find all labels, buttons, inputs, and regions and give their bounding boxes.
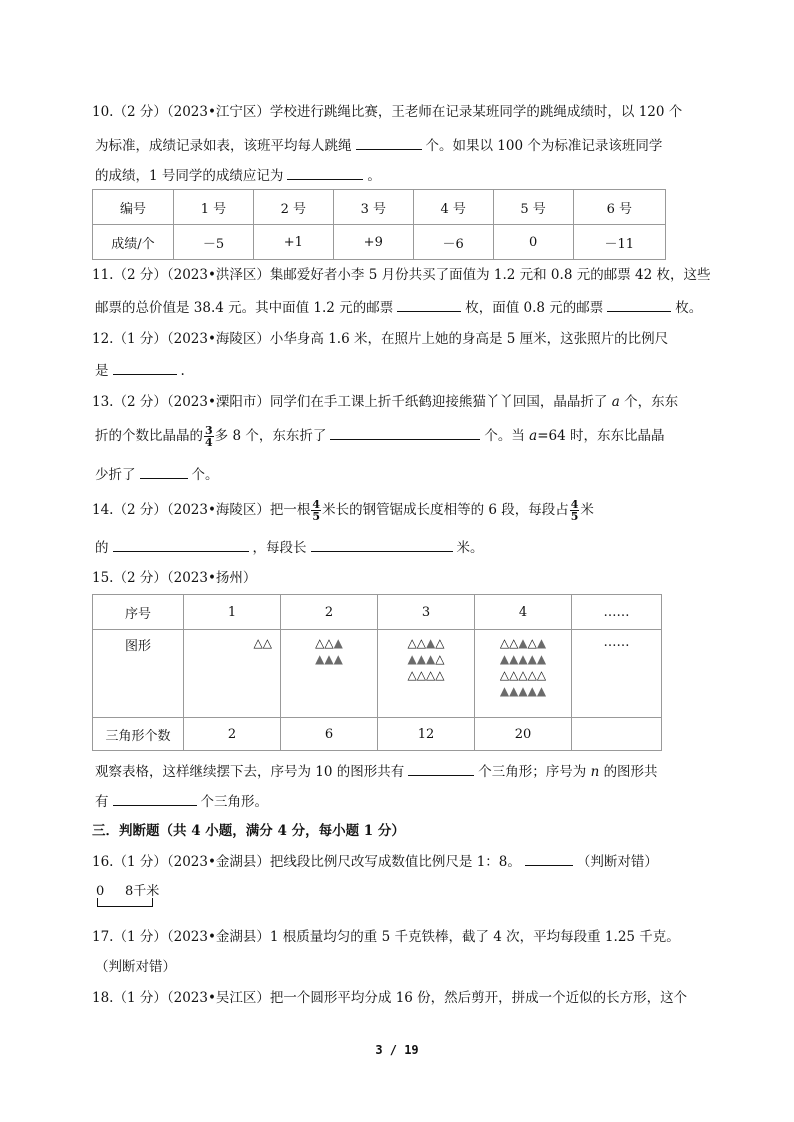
table-row bbox=[93, 225, 666, 260]
table-cell: 4 bbox=[475, 595, 572, 630]
triangle-outline-icon: △△ bbox=[407, 636, 426, 650]
q14-line1: 14.（2 分）（2023•海陵区）把一根 $\frac{4}{5}$ 米长的钢管锯成长度相等的 6 段，每段占 $\frac{4}{5}$ 米 bbox=[92, 498, 594, 523]
q16-blank[interactable] bbox=[525, 850, 573, 866]
q13-blank2[interactable] bbox=[140, 463, 188, 479]
table-cell: 3 bbox=[378, 595, 475, 630]
triangle-filled-icon: ▲▲▲ bbox=[315, 652, 343, 666]
figure-1 bbox=[184, 630, 281, 718]
table-cell: －6 bbox=[413, 225, 493, 260]
table-cell: 2 号 bbox=[253, 190, 333, 225]
table-cell: 0 bbox=[493, 225, 573, 260]
q15-line1: 15.（2 分）（2023•扬州） bbox=[92, 570, 257, 586]
table-cell: 1 bbox=[184, 595, 281, 630]
triangle-outline-icon: △△△△ bbox=[407, 668, 445, 682]
table-cell: 4 号 bbox=[413, 190, 493, 225]
q14-line2: 的 ，每段长 米。 bbox=[95, 536, 484, 558]
table-cell: 5 号 bbox=[493, 190, 573, 225]
triangle-outline-icon: △△ bbox=[315, 636, 334, 650]
q13-blank1[interactable] bbox=[330, 424, 480, 440]
q10-line2: 为标准，成绩记录如表，该班平均每人跳绳 个。如果以 100 个为标准记录该班同学 bbox=[95, 134, 662, 156]
triangle-outline-icon: △△△△△ bbox=[499, 668, 547, 682]
triangle-filled-icon: ▲ bbox=[518, 636, 528, 650]
table-cell: 2 bbox=[281, 595, 378, 630]
fraction-4-5: $\frac{4}{5}$ bbox=[312, 498, 321, 523]
figure-3 bbox=[378, 630, 475, 718]
table-cell: 1 号 bbox=[174, 190, 254, 225]
q10-line1: 10.（2 分）（2023•江宁区）学校进行跳绳比赛，王老师在记录某班同学的跳绳成绩时，以 120 个 bbox=[92, 104, 683, 120]
q13-line1: 13.（2 分）（2023•溧阳市）同学们在手工课上折千纸鹤迎接熊猫丫丫回国，晶晶折了 a 个，东东 bbox=[92, 394, 679, 410]
table-cell: +9 bbox=[333, 225, 413, 260]
triangle-filled-icon: ▲ bbox=[426, 636, 436, 650]
q10-line3: 的成绩，1 号同学的成绩应记为 。 bbox=[95, 164, 381, 186]
q13-line3: 少折了 个。 bbox=[95, 463, 219, 485]
table-row bbox=[93, 630, 662, 718]
table-cell: 3 号 bbox=[333, 190, 413, 225]
q10-score-table bbox=[92, 189, 666, 260]
table-cell: 成绩/个 bbox=[93, 225, 174, 260]
q11-blank1[interactable] bbox=[397, 296, 461, 312]
q12-line2: 是 . bbox=[95, 359, 185, 381]
q15-line2: 观察表格，这样继续摆下去，序号为 10 的图形共有 个三角形；序号为 n 的图形共 bbox=[95, 760, 658, 782]
triangle-filled-icon: ▲▲▲▲▲ bbox=[499, 684, 547, 698]
triangle-outline-icon: △ bbox=[435, 652, 445, 666]
q12-blank[interactable] bbox=[113, 359, 177, 375]
triangle-filled-icon: ▲▲▲▲▲ bbox=[499, 652, 547, 666]
fraction-4-5: $\frac{4}{5}$ bbox=[570, 498, 579, 523]
q15-pattern-table bbox=[92, 594, 662, 751]
figure-4 bbox=[475, 630, 572, 718]
page-number: 3 / 19 bbox=[375, 1043, 419, 1057]
table-cell: …… bbox=[572, 595, 662, 630]
triangle-filled-icon: ▲ bbox=[536, 636, 547, 650]
table-cell bbox=[572, 718, 662, 751]
table-cell: 2 bbox=[184, 718, 281, 751]
figure-2 bbox=[281, 630, 378, 718]
table-row bbox=[93, 595, 662, 630]
table-cell: …… bbox=[572, 630, 662, 718]
q10-blank1[interactable] bbox=[356, 134, 422, 150]
q15-blank2[interactable] bbox=[113, 790, 197, 806]
q12-line1: 12.（1 分）（2023•海陵区）小华身高 1.6 米，在照片上她的身高是 5 厘米，这张照片的比例尺 bbox=[92, 331, 669, 347]
triangle-outline-icon: △△ bbox=[499, 636, 519, 650]
table-cell: －11 bbox=[573, 225, 665, 260]
q17-line1: 17.（1 分）（2023•金湖县）1 根质量均匀的重 5 千克铁棒，截了 4 次，平均每段重 1.25 千克。 bbox=[92, 929, 680, 945]
q15-line3: 有 个三角形。 bbox=[95, 790, 268, 812]
table-cell: 6 bbox=[281, 718, 378, 751]
triangle-outline-icon: △△ bbox=[253, 636, 272, 650]
line-scale-bar bbox=[97, 898, 153, 907]
q15-blank1[interactable] bbox=[408, 760, 474, 776]
table-cell: +1 bbox=[253, 225, 333, 260]
table-cell: 图形 bbox=[93, 630, 184, 718]
table-cell: 20 bbox=[475, 718, 572, 751]
triangle-filled-icon: ▲ bbox=[333, 636, 343, 650]
triangle-filled-icon: ▲▲▲ bbox=[407, 652, 436, 666]
q11-line1: 11.（2 分）（2023•洪泽区）集邮爱好者小李 5 月份共买了面值为 1.2 元和 0.8 元的邮票 42 枚，这些 bbox=[92, 267, 711, 283]
table-row bbox=[93, 718, 662, 751]
q11-line2: 邮票的总价值是 38.4 元。其中面值 1.2 元的邮票 枚，面值 0.8 元的邮票 枚。 bbox=[95, 296, 702, 318]
q10-blank2[interactable] bbox=[287, 164, 363, 180]
table-cell: 编号 bbox=[93, 190, 174, 225]
table-cell: 6 号 bbox=[573, 190, 665, 225]
table-cell: 序号 bbox=[93, 595, 184, 630]
fraction-3-4: $\frac{3}{4}$ bbox=[205, 424, 213, 449]
table-cell: －5 bbox=[174, 225, 254, 260]
section-heading: 三．判断题（共 4 小题，满分 4 分，每小题 1 分） bbox=[92, 823, 405, 839]
table-row bbox=[93, 190, 666, 225]
q16-line1: 16.（1 分）（2023•金湖县）把线段比例尺改写成数值比例尺是 1：8。 （判断对错） bbox=[92, 850, 658, 872]
table-cell: 三角形个数 bbox=[93, 718, 184, 751]
line-scale-labels: 0 8千米 bbox=[96, 884, 160, 899]
q18-line1: 18.（1 分）（2023•吴江区）把一个圆形平均分成 16 份，然后剪开，拼成一个近似的长方形，这个 bbox=[92, 990, 688, 1006]
q17-line2: （判断对错） bbox=[95, 959, 176, 975]
q14-blank2[interactable] bbox=[311, 536, 453, 552]
q13-line2: 折的个数比晶晶的 $\frac{3}{4}$ 多 8 个，东东折了 个。当 a=64 时，东东比晶晶 bbox=[95, 424, 665, 449]
triangle-outline-icon: △ bbox=[527, 636, 537, 650]
triangle-outline-icon: △ bbox=[435, 636, 445, 650]
q14-blank1[interactable] bbox=[113, 536, 249, 552]
q11-blank2[interactable] bbox=[607, 296, 671, 312]
table-cell: 12 bbox=[378, 718, 475, 751]
